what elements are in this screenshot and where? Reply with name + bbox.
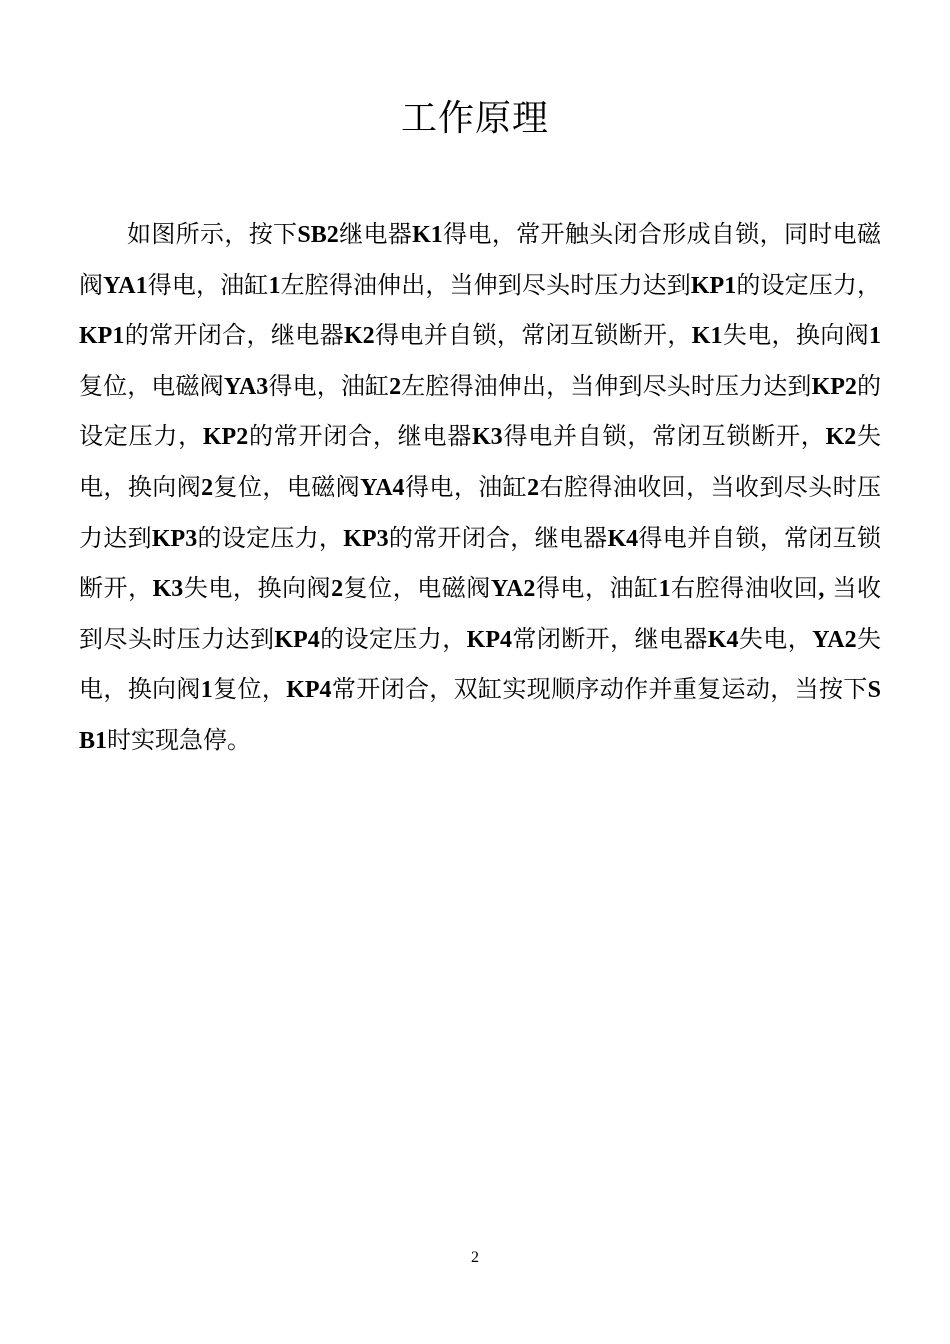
text-run: 失电，换向阀: [722, 321, 870, 350]
text-run: 复位，电磁阀: [343, 574, 491, 603]
text-run: 复位，: [212, 675, 287, 704]
bold-term: K2: [343, 323, 375, 350]
bold-term: 1: [869, 323, 882, 350]
bold-term: YA3: [223, 373, 269, 400]
text-run: 的设定压力，: [79, 371, 882, 451]
bold-term: YA1: [103, 272, 148, 299]
text-run: 得电并自锁，常闭互锁断开，: [502, 422, 826, 451]
bold-term: 1: [200, 677, 213, 704]
text-run: 右腔得油收回: [670, 574, 819, 603]
bold-term: KP2: [811, 373, 857, 400]
bold-term: K4: [607, 525, 639, 552]
bold-term: KP1: [690, 272, 737, 299]
text-run: 失电，换向阀: [79, 624, 882, 704]
text-run: 复位，电磁阀: [79, 371, 224, 400]
text-run: 复位，电磁阀: [213, 472, 361, 501]
text-run: 的常开闭合，继电器: [248, 422, 472, 451]
bold-term: K3: [152, 576, 184, 603]
bold-term: KP3: [343, 525, 389, 552]
text-run: 左腔得油伸出，当伸到尽头时压力达到: [401, 371, 812, 400]
text-run: 的设定压力，: [319, 624, 467, 653]
body-paragraph: [79, 210, 881, 767]
bold-term: YA4: [360, 474, 405, 501]
text-run: 的常开闭合，继电器: [388, 523, 608, 552]
bold-term: KP1: [79, 323, 125, 350]
page-title: 工作原理: [400, 98, 549, 139]
bold-term: 2: [389, 373, 402, 400]
bold-term: 1: [658, 576, 671, 603]
page-number: 2: [471, 1249, 479, 1266]
text-run: 左腔得油伸出，当伸到尽头时压力达到: [280, 270, 691, 299]
bold-term: K3: [472, 424, 503, 451]
bold-term: K2: [825, 424, 857, 451]
text-run: 当收到尽头时压力达到: [79, 574, 882, 653]
text-run: 失电，换向阀: [183, 574, 332, 603]
bold-term: KP4: [274, 626, 320, 653]
bold-term: 2: [527, 474, 540, 501]
bold-term: SB1: [79, 677, 882, 754]
text-run: 失电，: [738, 624, 813, 653]
bold-term: K1: [412, 222, 443, 248]
text-run: 失电，换向阀: [79, 422, 882, 501]
text-run: 的设定压力，: [736, 270, 882, 299]
bold-term: KP3: [151, 525, 198, 552]
bold-term: K4: [707, 626, 739, 653]
bold-term: YA2: [490, 576, 536, 603]
text-run: 的常开闭合，继电器: [124, 321, 344, 350]
bold-term: KP2: [202, 424, 249, 451]
text-run: 得电，油缸: [535, 574, 659, 603]
text-run: 得电并自锁，常闭互锁断开，: [374, 321, 692, 350]
text-run: 得电并自锁，常闭互锁断开，: [79, 523, 882, 603]
text-run: 得电，常开触头闭合形成自锁，同时电磁阀: [79, 220, 881, 299]
text-run: 常开闭合，双缸实现顺序动作并重复运动，当按下: [331, 675, 868, 704]
bold-term: 2: [201, 474, 214, 501]
bold-term: KP4: [466, 626, 512, 653]
bold-term: SB2: [297, 222, 339, 248]
text-run: 得电，油缸: [147, 270, 269, 299]
text-run: 如图所示，按下: [127, 220, 298, 248]
bold-term: 2: [331, 576, 344, 603]
text-run: 继电器: [338, 220, 413, 248]
text-run: 常闭断开，继电器: [511, 624, 708, 653]
bold-term: YA2: [812, 626, 857, 653]
bold-term: ,: [818, 576, 825, 603]
bold-term: KP4: [286, 677, 332, 704]
bold-term: 1: [268, 272, 281, 299]
text-run: 右腔得油收回，当收到尽头时压力达到: [79, 472, 882, 552]
bold-term: K1: [691, 323, 723, 350]
text-run: 得电，油缸: [268, 371, 390, 400]
text-run: 得电，油缸: [404, 472, 528, 501]
text-run: 时实现急停。: [107, 725, 252, 754]
text-run: 的设定压力，: [197, 523, 344, 552]
